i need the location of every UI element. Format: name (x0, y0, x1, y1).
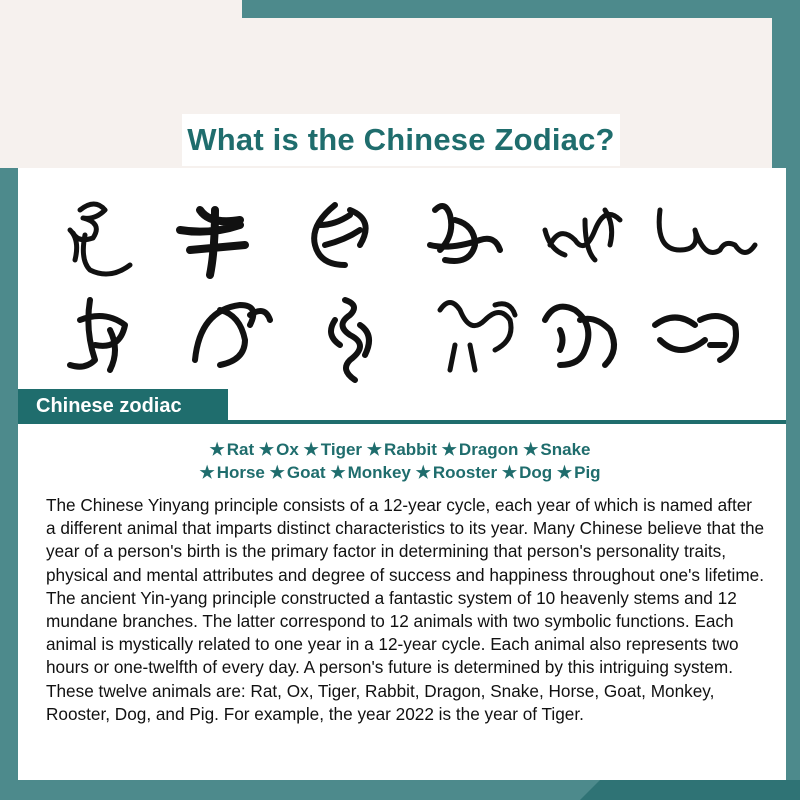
star-icon: ★ (303, 440, 319, 459)
rooster-glyph (440, 303, 515, 371)
animal-goat (270, 463, 326, 482)
ox-glyph (180, 210, 245, 275)
pig-glyph (655, 316, 736, 360)
snake-glyph (659, 210, 755, 253)
animal-label: Rabbit (384, 440, 437, 459)
star-icon: ★ (258, 440, 275, 459)
star-icon: ★ (199, 463, 215, 482)
animal-dog (502, 463, 552, 482)
star-icon: ★ (441, 440, 457, 459)
horse-glyph (70, 300, 125, 370)
star-icon: ★ (366, 440, 383, 459)
animal-list-row-1 (0, 438, 800, 461)
animal-label: Pig (574, 463, 601, 482)
star-icon: ★ (209, 440, 225, 459)
animal-label: Rat (226, 440, 255, 459)
animal-label: Dragon (458, 440, 519, 459)
animal-snake (523, 440, 590, 459)
animal-label: Snake (540, 440, 591, 459)
animal-label: Ox (276, 440, 299, 459)
page-title: What is the Chinese Zodiac? (182, 114, 620, 166)
animal-label: Monkey (347, 463, 411, 482)
animal-dragon (442, 440, 519, 459)
rat-glyph (70, 204, 130, 274)
frame-corner-bottom (580, 780, 800, 800)
star-icon: ★ (415, 463, 431, 482)
description-paragraph: The Chinese Yinyang principle consists of a 12-year cycle, each year of which is named after a different animal that imparts distinct characteristics to its year. Many Chinese believe that the year of a person's birth is the primary factor in determining that person's personality traits, physical and mental attributes and degree of success and happiness throughout one's lifetime. The ancient Yin-yang principle constructed a fantastic system of 10 heavenly stems and 12 mundane branches. The latter correspond to 12 animals with two symbolic functions. Each animal is mystically related to one year in a 12-year cycle. Each animal also represents two hours or one-twelfth of every day. A person's future is determined by this intriguing system. These twelve animals are: Rat, Ox, Tiger, Rabbit, Dragon, Snake, Horse, Goat, Monkey, Rooster, Dog, and Pig. For example, the year 2022 is the year of Tiger. (46, 495, 765, 724)
star-icon: ★ (523, 440, 539, 459)
animal-horse (199, 463, 264, 482)
star-icon: ★ (556, 463, 573, 482)
animal-list-row-2 (0, 461, 800, 484)
star-icon: ★ (269, 463, 285, 482)
animal-label: Horse (216, 463, 265, 482)
animal-list (0, 438, 800, 484)
star-icon: ★ (330, 463, 346, 482)
animal-label: Goat (286, 463, 326, 482)
animal-label: Rooster (432, 463, 498, 482)
animal-rooster (416, 463, 497, 482)
tiger-glyph (314, 205, 365, 265)
rabbit-glyph (430, 206, 500, 261)
dog-glyph (545, 307, 614, 365)
animal-rabbit (367, 440, 437, 459)
section-label: Chinese zodiac (18, 389, 228, 424)
monkey-glyph (331, 300, 369, 380)
animal-rat (209, 440, 254, 459)
animal-monkey (330, 463, 411, 482)
animal-tiger (304, 440, 363, 459)
animal-pig (557, 463, 601, 482)
dragon-glyph (545, 210, 620, 260)
calligraphy-glyphs (40, 190, 760, 385)
animal-label: Tiger (320, 440, 363, 459)
goat-glyph (195, 305, 270, 365)
animal-ox (259, 440, 299, 459)
star-icon: ★ (501, 463, 518, 482)
animal-label: Dog (519, 463, 553, 482)
